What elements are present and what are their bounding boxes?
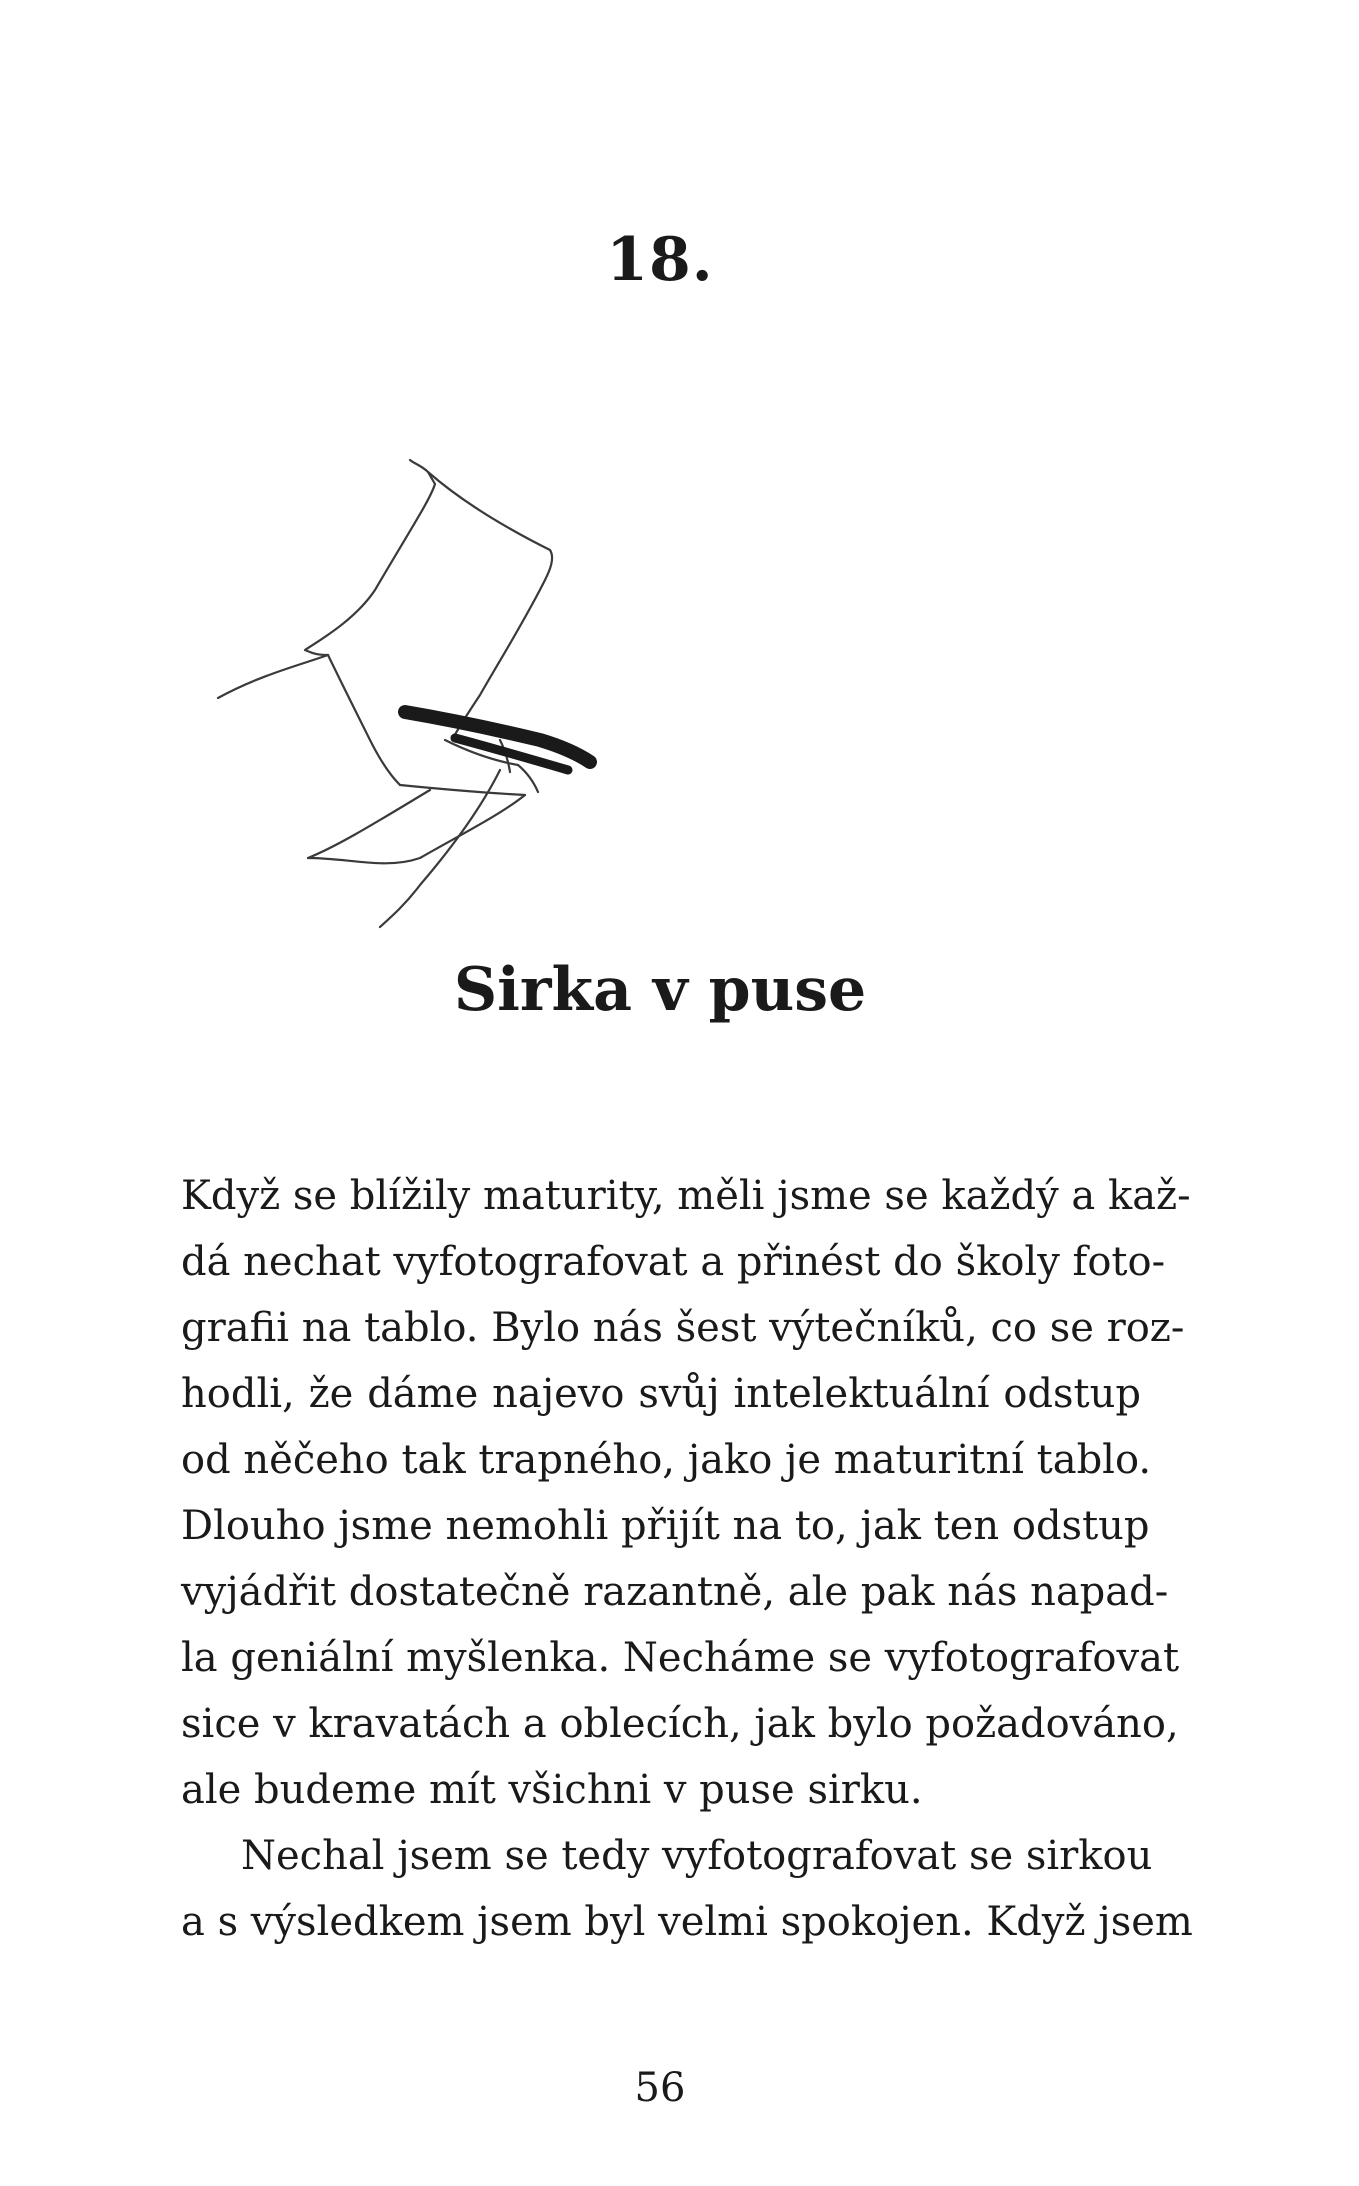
body-line: sice v kravatách a oblecích, jak bylo požadováno,: [181, 1701, 1179, 1747]
body-line: Nechal jsem se tedy vyfotografovat se sirkou: [241, 1833, 1153, 1879]
page-number: 56: [634, 2065, 686, 2111]
chapter-body-text: [181, 1163, 1193, 1955]
chair-with-match-sketch-icon: [200, 440, 620, 940]
body-line: Dlouho jsme nemohli přijít na to, jak ten odstup: [181, 1503, 1150, 1549]
body-line: grafii na tablo. Bylo nás šest výtečníků, co se roz-: [181, 1305, 1185, 1351]
body-line: od něčeho tak trapného, jako je maturitní tablo.: [181, 1437, 1152, 1483]
chapter-number: 18.: [606, 225, 714, 295]
chapter-title: Sirka v puse: [453, 955, 867, 1025]
body-line: vyjádřit dostatečně razantně, ale pak nás napad-: [181, 1569, 1169, 1615]
body-line: dá nechat vyfotografovat a přinést do školy foto-: [181, 1239, 1166, 1285]
body-line: Když se blížily maturity, měli jsme se každý a kaž-: [181, 1173, 1191, 1219]
body-line: a s výsledkem jsem byl velmi spokojen. Když jsem: [181, 1899, 1193, 1945]
body-line: hodli, že dáme najevo svůj intelektuální odstup: [181, 1371, 1141, 1417]
body-line: la geniální myšlenka. Necháme se vyfotografovat: [181, 1635, 1180, 1681]
body-line: ale budeme mít všichni v puse sirku.: [181, 1767, 923, 1813]
